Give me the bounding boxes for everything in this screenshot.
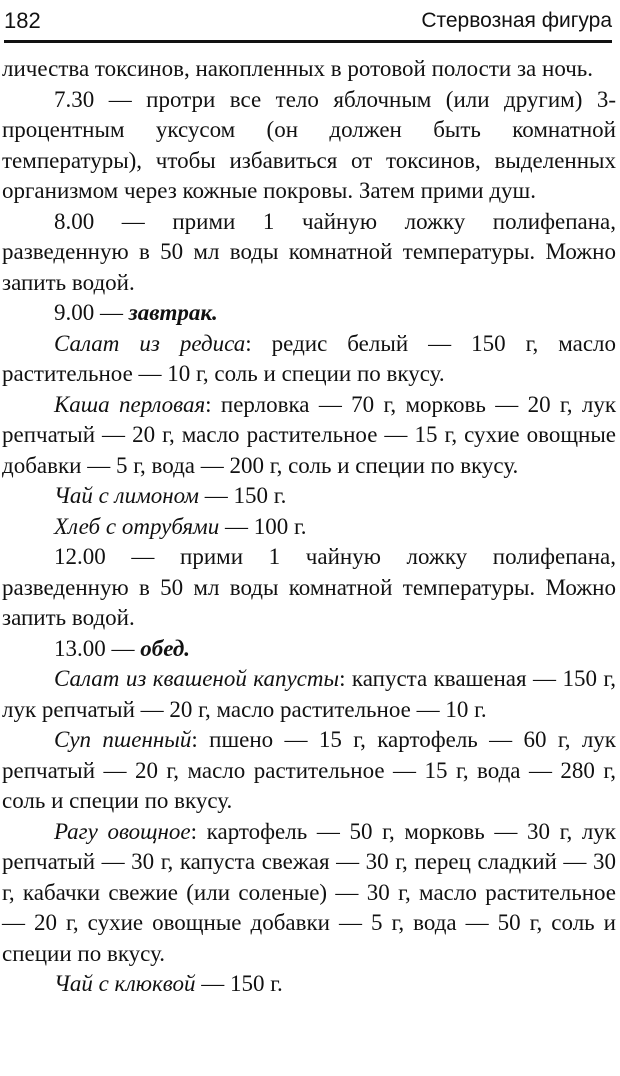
paragraph-1200-polyphepan xyxy=(2,542,616,634)
dish-name: Чай с клюквой xyxy=(54,971,196,996)
recipe-bran-bread xyxy=(2,512,616,543)
dish-name: Каша перловая xyxy=(54,391,206,417)
paragraph-text: 12.00 — прими 1 чайную ложку полифепана, разведенную в 50 мл воды комнатной температуры. Можно запить водой. xyxy=(2,544,616,630)
dish-name: Рагу овощное xyxy=(54,818,191,844)
dish-ingredients: : картофель — 50 г, морковь — 30 г, лук репчатый — 30 г, капуста свежая — 30 г, перец сладкий — 30 г, кабачки свежие (или соленые) — 30 г, масло растительное — 20 г, сухие овощные добавки — 5 г, вода — 50 г, соль и специи по вкусу. xyxy=(2,818,616,966)
time-label: 13.00 — xyxy=(54,635,141,661)
paragraph-text: личества токсинов, накопленных в ротовой полости за ночь. xyxy=(2,56,594,81)
recipe-sauerkraut-salad xyxy=(2,664,616,725)
dish-ingredients: : перловка — 70 г, морковь — 20 г, лук репчатый — 20 г, масло растительное — 15 г, сухие овощные добавки — 5 г, вода — 200 г, соль и специи по вкусу. xyxy=(2,391,617,478)
page-number: 182 xyxy=(4,8,41,33)
dish-ingredients: : пшено — 15 г, картофель — 60 г, лук репчатый — 20 г, масло растительное — 15 г, вода — 280 г, соль и специи по вкусу. xyxy=(2,727,616,813)
recipe-radish-salad xyxy=(2,329,616,390)
paragraph-text: 8.00 — прими 1 чайную ложку полифепана, разведенную в 50 мл воды комнатной температуры. Можно запить водой. xyxy=(2,208,616,295)
paragraph-800-polyphepan xyxy=(2,207,616,299)
dish-name: Салат из редиса xyxy=(54,330,246,356)
dish-ingredients: : капуста квашеная — 150 г, лук репчатый — 20 г, масло растительное — 10 г. xyxy=(2,666,616,722)
heading-breakfast xyxy=(2,298,616,329)
meal-heading: завтрак. xyxy=(128,300,218,325)
body-text xyxy=(2,43,616,1000)
recipe-millet-soup xyxy=(2,725,616,817)
page-header xyxy=(2,0,616,34)
dish-name: Хлеб с отрубями xyxy=(54,513,220,539)
paragraph-text: 7.30 — протри все тело яблочным (или другим) 3-процентным уксусом (он должен быть комнатной температуры), чтобы избавиться от токсинов, выделенных организмом через кожные покровы. Затем прими душ. xyxy=(2,86,616,203)
dish-ingredients: — 150 г. xyxy=(195,971,283,996)
dish-name: Салат из квашеной капусты xyxy=(54,666,340,691)
dish-ingredients: — 150 г. xyxy=(198,483,287,508)
recipe-lemon-tea xyxy=(2,481,616,512)
recipe-vegetable-stew xyxy=(2,817,616,970)
dish-name: Чай с лимоном xyxy=(54,483,199,508)
recipe-cranberry-tea xyxy=(2,969,616,1000)
meal-heading: обед. xyxy=(140,635,191,661)
dish-name: Суп пшенный xyxy=(54,727,192,752)
paragraph-730-vinegar xyxy=(2,85,616,207)
dish-ingredients: : редис белый — 150 г, масло растительное — 10 г, соль и специи по вкусу. xyxy=(2,330,617,386)
recipe-barley-porridge xyxy=(2,390,616,482)
heading-lunch xyxy=(2,634,616,665)
dish-ingredients: — 100 г. xyxy=(219,513,307,539)
running-title: Стервозная фигура xyxy=(421,9,612,32)
paragraph-toxins-continued xyxy=(2,54,616,85)
time-label: 9.00 — xyxy=(54,300,129,325)
